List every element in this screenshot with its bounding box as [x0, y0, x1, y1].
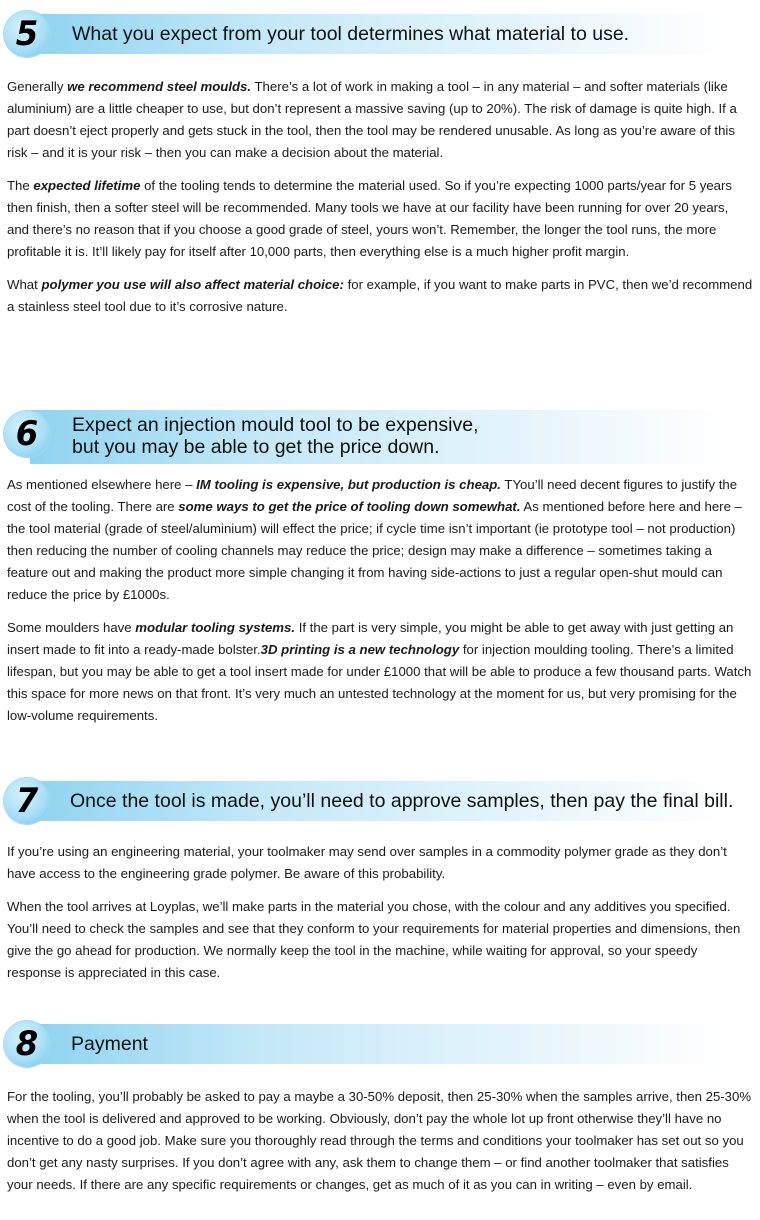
section-body	[0, 841, 760, 984]
section-title-line: but you may be able to get the price down.	[72, 436, 440, 458]
section-6	[0, 408, 760, 727]
paragraph	[7, 841, 753, 885]
section-title	[72, 414, 479, 458]
section-number-badge	[4, 778, 50, 824]
paragraph	[7, 617, 753, 727]
text-run: There’s a lot of work in making a tool – in any material – and softer materials (like aluminium) are a little cheaper to use, but don’t represent a massive saving (up to 20%). The risk of damage is quite high. If a part doesn’t eject properly and gets stuck in the tool, then the tool may be rendered unusable. As long as you’re aware of this risk – and it is your risk – then you can make a decision about the material.	[7, 79, 737, 160]
section-title	[70, 790, 733, 812]
section-6-banner	[0, 408, 760, 466]
section-number: 8	[15, 1024, 39, 1064]
text-run: If the part is very simple, you might be able to get away with just getting an insert made to fit into a ready-made bolster.	[7, 620, 734, 657]
section-number-badge	[4, 411, 50, 457]
section-title-line: Once the tool is made, you’ll need to approve samples, then pay the final bill.	[70, 790, 734, 812]
section-title-line: Payment	[71, 1033, 148, 1055]
text-run: The	[7, 178, 34, 193]
section-7-banner	[0, 779, 760, 823]
section-5	[0, 12, 760, 318]
emphasis-text: IM tooling is expensive, but production is cheap.	[196, 477, 501, 492]
section-body	[0, 76, 760, 318]
section-number: 5	[15, 14, 39, 54]
text-run: for example, if you want to make parts in PVC, then we’d recommend a stainless steel tool due to it’s corrosive nature.	[7, 277, 753, 314]
section-body	[0, 1086, 760, 1196]
emphasis-text: polymer you use will also affect material choice:	[41, 277, 344, 292]
section-title	[72, 23, 629, 45]
text-run: As mentioned before here and here – the tool material (grade of steel/aluminium) will effect the price; if cycle time isn’t important (ie prototype tool – not production) then reducing the number of cooling channels may reduce the price; design may make a difference – sometimes taking a feature out and making the product more simple changing it from having side-actions to just a regular open-shut mould can reduce the price by £1000s.	[7, 499, 742, 602]
text-run: As mentioned elsewhere here –	[7, 477, 197, 492]
emphasis-text: 3D printing is a new technology	[260, 642, 460, 657]
section-8	[0, 1022, 760, 1196]
text-run: TYou’ll need decent figures to justify the cost of the tooling. There are	[7, 477, 738, 514]
paragraph	[7, 896, 753, 984]
section-number-badge	[4, 1021, 50, 1067]
section-number: 7	[15, 781, 39, 821]
section-title-line: Expect an injection mould tool to be expensive,	[72, 414, 479, 436]
text-run: Generally	[7, 79, 68, 94]
emphasis-text: expected lifetime	[33, 178, 141, 193]
section-title	[71, 1033, 148, 1055]
text-run: When the tool arrives at Loyplas, we’ll make parts in the material you chose, with the colour and any additives you specified. You’ll need to check the samples and see that they conform to your requirements for material properties and dimensions, then give the go ahead for production. We normally keep the tool in the machine, while waiting for approval, so your speedy response is appreciated in this case.	[7, 899, 741, 980]
section-number-badge	[4, 11, 50, 57]
section-5-banner	[0, 12, 760, 56]
emphasis-text: we recommend steel moulds.	[67, 79, 252, 94]
section-8-banner	[0, 1022, 760, 1066]
paragraph	[7, 175, 753, 263]
paragraph	[7, 1086, 753, 1196]
text-run: for injection moulding tooling. There’s a limited lifespan, but you may be able to get a tool insert made for under £1000 that will be able to produce a few thousand parts. Watch this space for more news on that front. It’s very much an untested technology at the moment for us, but very promising for the low-volume requirements.	[7, 642, 752, 723]
emphasis-text: modular tooling systems.	[135, 620, 296, 635]
text-run: If you’re using an engineering material, your toolmaker may send over samples in a commodity polymer grade as they don’t have access to the engineering grade polymer. Be aware of this probability.	[7, 844, 727, 881]
text-run: of the tooling tends to determine the material used. So if you’re expecting 1000 parts/year for 5 years then finish, then a softer steel will be recommended. Many tools we have at our facility have been running for over 20 years, and there’s no reason that if you choose a good grade of steel, yours won’t. Remember, the longer the tool runs, the more profitable it is. It’ll likely pay for itself after 10,000 parts, then everything else is a much higher profit margin.	[7, 178, 732, 259]
paragraph	[7, 76, 753, 164]
paragraph	[7, 274, 753, 318]
section-7	[0, 779, 760, 984]
section-number: 6	[15, 414, 39, 454]
emphasis-text: some ways to get the price of tooling down somewhat.	[178, 499, 521, 514]
text-run: For the tooling, you’ll probably be asked to pay a maybe a 30-50% deposit, then 25-30% when the samples arrive, then 25-30% when the tool is delivered and approved to be working. Obviously, don’t pay the whole lot up front otherwise they’ll have no incentive to do a good job. Make sure you thoroughly read through the terms and conditions your toolmaker has set out so you don’t get any nasty surprises. If you don’t agree with any, ask them to change them – or find another toolmaker that satisfies your needs. If there are any specific requirements or changes, get as much of it as you can in writing – even by email.	[7, 1089, 752, 1192]
section-title-line: What you expect from your tool determines what material to use.	[72, 23, 630, 45]
paragraph	[7, 474, 753, 606]
text-run: What	[7, 277, 42, 292]
text-run: Some moulders have	[7, 620, 136, 635]
section-body	[0, 474, 760, 727]
